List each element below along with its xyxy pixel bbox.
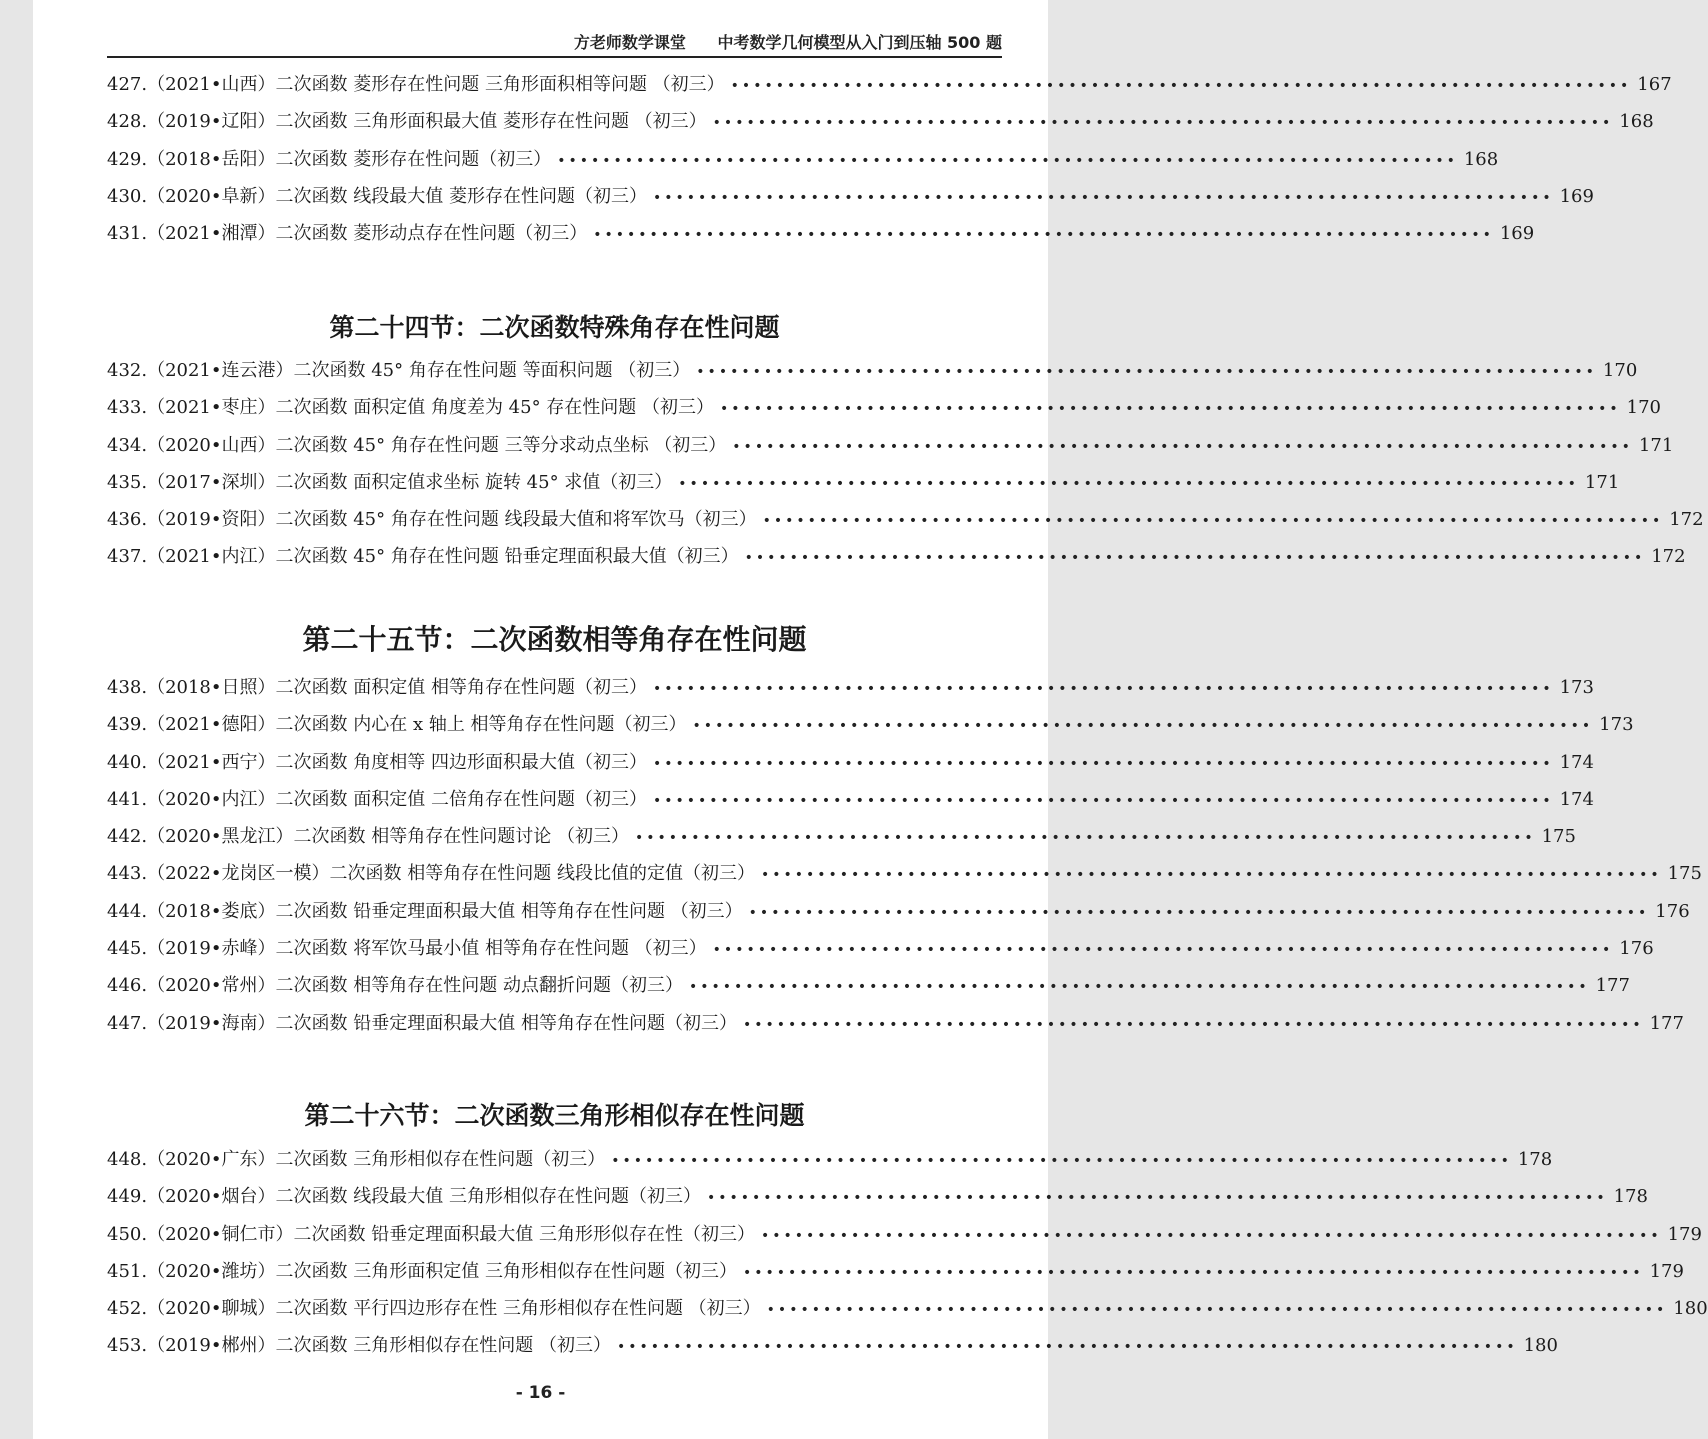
toc-entry[interactable]: 434.（2020•山西）二次函数 45° 角存在性问题 三等分求动点坐标 （初三） •••••••••••••••••••••••••••••••••••••••••••••••••••••••••••••••••••••••••••••••• 171 bbox=[107, 427, 1002, 464]
toc-entry[interactable]: 451.（2020•潍坊）二次函数 三角形面积定值 三角形相似存在性问题（初三） •••••••••••••••••••••••••••••••••••••••••••••••••••••••••••••••••••••••••••••••• 179 bbox=[107, 1253, 1002, 1290]
leader-dots: •••••••••••••••••••••••••••••••••••••••••••••••••••••••••••••••••••••••••••••••• bbox=[742, 1016, 1644, 1033]
leader-dots: •••••••••••••••••••••••••••••••••••••••••••••••••••••••••••••••••••••••••••••••• bbox=[688, 979, 1590, 996]
section-25-title: 第二十五节：二次函数相等角存在性问题 bbox=[302, 623, 807, 656]
leader-dots: •••••••••••••••••••••••••••••••••••••••••••••••••••••••••••••••••••••••••••••••• bbox=[706, 1190, 1608, 1207]
leader-dots: •••••••••••••••••••••••••••••••••••••••••••••••••••••••••••••••••••••••••••••••• bbox=[696, 364, 1597, 380]
entry-page-number: 169 bbox=[1559, 185, 1594, 207]
toc-entry[interactable]: 431.（2021•湘潭）二次函数 菱形动点存在性问题（初三） •••••••••••••••••••••••••••••••••••••••••••••••••••••••••••••••••••••••••••••••• 169 bbox=[107, 215, 1002, 252]
toc-entry[interactable]: 440.（2021•西宁）二次函数 角度相等 四边形面积最大值（初三） •••••••••••••••••••••••••••••••••••••••••••••••••••••••••••••••••••••••••••••••• 174 bbox=[107, 744, 1002, 781]
toc-entry[interactable]: 441.（2020•内江）二次函数 面积定值 二倍角存在性问题（初三） •••••••••••••••••••••••••••••••••••••••••••••••••••••••••••••••••••••••••••••••• 174 bbox=[107, 781, 1002, 818]
entry-page-number: 178 bbox=[1517, 1149, 1553, 1170]
toc-section-25 bbox=[107, 669, 1702, 1042]
toc-entry[interactable]: 453.（2019•郴州）二次函数 三角形相似存在性问题 （初三） •••••••••••••••••••••••••••••••••••••••••••••••••••••••••••••••••••••••••••••••• 180 bbox=[107, 1327, 1002, 1364]
entry-page-number: 179 bbox=[1649, 1260, 1684, 1282]
entry-page-number: 177 bbox=[1595, 975, 1630, 997]
header-right-title: 中考数学几何模型从入门到压轴 500 题 bbox=[717, 33, 1002, 52]
toc-entry[interactable]: 445.（2019•赤峰）二次函数 将军饮马最小值 相等角存在性问题 （初三） •••••••••••••••••••••••••••••••••••••••••••••••••••••••••••••••••••••••••••••••• 176 bbox=[107, 930, 1002, 967]
leader-dots: •••••••••••••••••••••••••••••••••••••••••••••••••••••••••••••••••••••••••••••••• bbox=[616, 1339, 1518, 1356]
entry-page-number: 169 bbox=[1499, 223, 1535, 245]
leader-dots: •••••••••••••••••••••••••••••••••••••••••••••••••••••••••••••••••••••••••••••••• bbox=[652, 681, 1554, 697]
leader-dots: •••••••••••••••••••••••••••••••••••••••••••••••••••••••••••••••••••••••••••••••• bbox=[762, 513, 1664, 530]
entry-page-number: 171 bbox=[1638, 434, 1674, 456]
toc-entry[interactable]: 442.（2020•黑龙江）二次函数 相等角存在性问题讨论 （初三） •••••••••••••••••••••••••••••••••••••••••••••••••••••••••••••••••••••••••••••••• 175 bbox=[107, 818, 1002, 855]
leader-dots: •••••••••••••••••••••••••••••••••••••••••••••••••••••••••••••••••••••••••••••••• bbox=[652, 755, 1554, 772]
entry-page-number: 175 bbox=[1667, 863, 1702, 885]
toc-entry[interactable]: 428.（2019•辽阳）二次函数 三角形面积最大值 菱形存在性问题 （初三） •••••••••••••••••••••••••••••••••••••••••••••••••••••••••••••••••••••••••••••••• 168 bbox=[107, 103, 1002, 140]
entry-page-number: 167 bbox=[1637, 74, 1672, 95]
entry-page-number: 168 bbox=[1463, 148, 1499, 170]
entry-page-number: 172 bbox=[1669, 509, 1704, 531]
entry-page-number: 175 bbox=[1541, 826, 1576, 848]
leader-dots: •••••••••••••••••••••••••••••••••••••••••••••••••••••••••••••••••••••••••••••••• bbox=[760, 1227, 1662, 1244]
entry-page-number: 173 bbox=[1599, 714, 1634, 736]
toc-entry[interactable]: 450.（2020•铜仁市）二次函数 铅垂定理面积最大值 三角形形似存在性（初三） •••••••••••••••••••••••••••••••••••••••••••••••••••••••••••••••••••••••••••••••• 179 bbox=[107, 1216, 1002, 1253]
toc-entry[interactable]: 437.（2021•内江）二次函数 45° 角存在性问题 铅垂定理面积最大值（初三） •••••••••••••••••••••••••••••••••••••••••••••••••••••••••••••••••••••••••••••••• 172 bbox=[107, 538, 1002, 575]
leader-dots: •••••••••••••••••••••••••••••••••••••••••••••••••••••••••••••••••••••••••••••••• bbox=[732, 438, 1633, 455]
header-left-title: 方老师数学课堂 bbox=[573, 33, 686, 52]
leader-dots: •••••••••••••••••••••••••••••••••••••••••••••••••••••••••••••••••••••••••••••••• bbox=[611, 1153, 1512, 1169]
entry-page-number: 176 bbox=[1619, 938, 1654, 960]
toc-section-24 bbox=[107, 352, 1704, 576]
toc-entry[interactable]: 449.（2020•烟台）二次函数 线段最大值 三角形相似存在性问题（初三） •••••••••••••••••••••••••••••••••••••••••••••••••••••••••••••••••••••••••••••••• 178 bbox=[107, 1178, 1002, 1215]
entry-page-number: 170 bbox=[1626, 397, 1661, 419]
toc-entry[interactable]: 447.（2019•海南）二次函数 铅垂定理面积最大值 相等角存在性问题（初三） •••••••••••••••••••••••••••••••••••••••••••••••••••••••••••••••••••••••••••••••• 177 bbox=[107, 1005, 1002, 1042]
entry-page-number: 176 bbox=[1655, 900, 1690, 922]
toc-entry[interactable]: 452.（2020•聊城）二次函数 平行四边形存在性 三角形相似存在性问题 （初三） •••••••••••••••••••••••••••••••••••••••••••••••••••••••••••••••••••••••••••••••• 180 bbox=[107, 1290, 1002, 1327]
leader-dots: •••••••••••••••••••••••••••••••••••••••••••••••••••••••••••••••••••••••••••••••• bbox=[557, 152, 1458, 169]
toc-section-26 bbox=[107, 1141, 1708, 1365]
leader-dots: •••••••••••••••••••••••••••••••••••••••••••••••••••••••••••••••••••••••••••••••• bbox=[748, 904, 1650, 921]
toc-entry[interactable]: 444.（2018•娄底）二次函数 铅垂定理面积最大值 相等角存在性问题 （初三） •••••••••••••••••••••••••••••••••••••••••••••••••••••••••••••••••••••••••••••••• 176 bbox=[107, 893, 1002, 930]
leader-dots: •••••••••••••••••••••••••••••••••••••••••••••••••••••••••••••••••••••••••••••••• bbox=[692, 718, 1594, 735]
leader-dots: •••••••••••••••••••••••••••••••••••••••••••••••••••••••••••••••••••••••••••••••• bbox=[634, 830, 1536, 847]
entry-page-number: 180 bbox=[1673, 1298, 1708, 1320]
toc-group-1 bbox=[107, 66, 1672, 252]
entry-page-number: 168 bbox=[1619, 111, 1654, 133]
section-24-title: 第二十四节：二次函数特殊角存在性问题 bbox=[329, 313, 780, 342]
entry-page-number: 173 bbox=[1559, 677, 1594, 698]
leader-dots: •••••••••••••••••••••••••••••••••••••••••••••••••••••••••••••••••••••••••••••••• bbox=[652, 792, 1554, 809]
document-page bbox=[33, 0, 1708, 1439]
entry-page-number: 174 bbox=[1559, 788, 1594, 810]
page-footer-number: - 16 - bbox=[515, 1383, 566, 1403]
leader-dots: •••••••••••••••••••••••••••••••••••••••••••••••••••••••••••••••••••••••••••••••• bbox=[744, 550, 1646, 567]
toc-entry[interactable]: 436.（2019•资阳）二次函数 45° 角存在性问题 线段最大值和将军饮马（初三） •••••••••••••••••••••••••••••••••••••••••••••••••••••••••••••••••••••••••••••••• 172 bbox=[107, 501, 1002, 538]
entry-page-number: 174 bbox=[1559, 751, 1594, 773]
toc-entry[interactable]: 439.（2021•德阳）二次函数 内心在 x 轴上 相等角存在性问题（初三） •••••••••••••••••••••••••••••••••••••••••••••••••••••••••••••••••••••••••••••••• 173 bbox=[107, 706, 1002, 743]
toc-entry[interactable]: 435.（2017•深圳）二次函数 面积定值求坐标 旋转 45° 求值（初三） •••••••••••••••••••••••••••••••••••••••••••••••••••••••••••••••••••••••••••••••• 171 bbox=[107, 464, 1002, 501]
entry-page-number: 178 bbox=[1613, 1186, 1648, 1208]
section-26-title: 第二十六节：二次函数三角形相似存在性问题 bbox=[304, 1101, 805, 1130]
leader-dots: •••••••••••••••••••••••••••••••••••••••••••••••••••••••••••••••••••••••••••••••• bbox=[742, 1264, 1644, 1281]
leader-dots: •••••••••••••••••••••••••••••••••••••••••••••••••••••••••••••••••••••••••••••••• bbox=[760, 867, 1662, 884]
leader-dots: •••••••••••••••••••••••••••••••••••••••••••••••••••••••••••••••••••••••••••••••• bbox=[712, 115, 1614, 132]
toc-entry[interactable]: 429.（2018•岳阳）二次函数 菱形存在性问题（初三） •••••••••••••••••••••••••••••••••••••••••••••••••••••••••••••••••••••••••••••••• 168 bbox=[107, 141, 1002, 178]
leader-dots: •••••••••••••••••••••••••••••••••••••••••••••••••••••••••••••••••••••••••••••••• bbox=[712, 942, 1614, 959]
leader-dots: •••••••••••••••••••••••••••••••••••••••••••••••••••••••••••••••••••••••••••••••• bbox=[678, 475, 1579, 492]
page-header bbox=[107, 30, 1002, 58]
toc-entry[interactable]: 433.（2021•枣庄）二次函数 面积定值 角度差为 45° 存在性问题 （初三） •••••••••••••••••••••••••••••••••••••••••••••••••••••••••••••••••••••••••••••••• 170 bbox=[107, 389, 1002, 426]
leader-dots: •••••••••••••••••••••••••••••••••••••••••••••••••••••••••••••••••••••••••••••••• bbox=[593, 227, 1494, 244]
toc-entry[interactable]: 448.（2020•广东）二次函数 三角形相似存在性问题（初三） •••••••••••••••••••••••••••••••••••••••••••••••••••••••••••••••••••••••••••••••• 178 bbox=[107, 1141, 1002, 1178]
leader-dots: •••••••••••••••••••••••••••••••••••••••••••••••••••••••••••••••••••••••••••••••• bbox=[766, 1302, 1668, 1319]
entry-page-number: 171 bbox=[1584, 471, 1620, 493]
entry-page-number: 180 bbox=[1523, 1335, 1558, 1357]
toc-entry[interactable]: 446.（2020•常州）二次函数 相等角存在性问题 动点翻折问题（初三） •••••••••••••••••••••••••••••••••••••••••••••••••••••••••••••••••••••••••••••••• 177 bbox=[107, 967, 1002, 1004]
leader-dots: •••••••••••••••••••••••••••••••••••••••••••••••••••••••••••••••••••••••••••••••• bbox=[730, 78, 1632, 94]
entry-page-number: 172 bbox=[1651, 546, 1686, 568]
entry-page-number: 177 bbox=[1649, 1012, 1684, 1034]
leader-dots: •••••••••••••••••••••••••••••••••••••••••••••••••••••••••••••••••••••••••••••••• bbox=[720, 401, 1621, 418]
entry-page-number: 179 bbox=[1667, 1223, 1702, 1245]
toc-entry[interactable]: 427.（2021•山西）二次函数 菱形存在性问题 三角形面积相等问题 （初三） •••••••••••••••••••••••••••••••••••••••••••••••••••••••••••••••••••••••••••••••• 167 bbox=[107, 66, 1002, 103]
leader-dots: •••••••••••••••••••••••••••••••••••••••••••••••••••••••••••••••••••••••••••••••• bbox=[652, 189, 1554, 206]
toc-entry[interactable]: 430.（2020•阜新）二次函数 线段最大值 菱形存在性问题（初三） •••••••••••••••••••••••••••••••••••••••••••••••••••••••••••••••••••••••••••••••• 169 bbox=[107, 178, 1002, 215]
toc-entry[interactable]: 438.（2018•日照）二次函数 面积定值 相等角存在性问题（初三） •••••••••••••••••••••••••••••••••••••••••••••••••••••••••••••••••••••••••••••••• 173 bbox=[107, 669, 1002, 706]
entry-page-number: 170 bbox=[1602, 360, 1638, 381]
toc-entry[interactable]: 443.（2022•龙岗区一模）二次函数 相等角存在性问题 线段比值的定值（初三） •••••••••••••••••••••••••••••••••••••••••••••••••••••••••••••••••••••••••••••••• 175 bbox=[107, 855, 1002, 892]
toc-entry[interactable]: 432.（2021•连云港）二次函数 45° 角存在性问题 等面积问题 （初三） •••••••••••••••••••••••••••••••••••••••••••••••••••••••••••••••••••••••••••••••• 170 bbox=[107, 352, 1002, 389]
